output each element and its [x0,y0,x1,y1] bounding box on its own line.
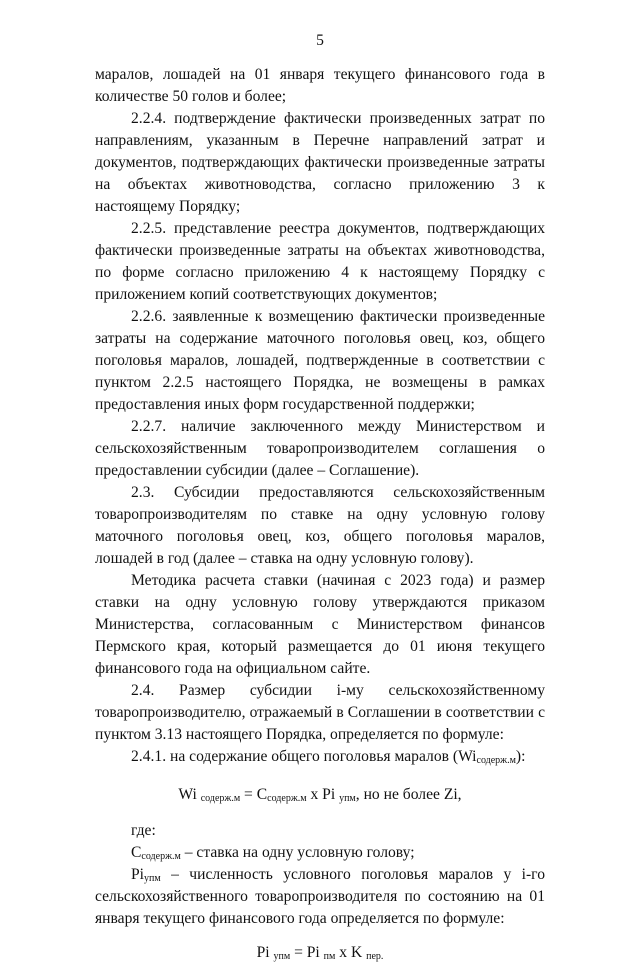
paragraph-2-2-7: 2.2.7. наличие заключенного между Министерством и сельскохозяйственным товаропроизводителем соглашения о предоставлении субсидии (далее – Соглашение). [95,418,545,479]
paragraph-methodology: Методика расчета ставки (начиная с 2023 года) и размер ставки на одну условную голову утверждаются приказом Министерства, согласованным с Министерством финансов Пермского края, который размещается до 01 июня текущего финансового года на официальном сайте. [95,572,545,677]
paragraph-2-3: 2.3. Субсидии предоставляются сельскохозяйственным товаропроизводителям по ставке на одну условную голову маточного поголовья овец, коз, общего поголовья маралов, лошадей в год (далее – ставка на одну условную голову). [95,484,545,567]
subscript: упм [273,951,291,962]
formula-part: = С [240,786,268,803]
subscript: пм [323,951,336,962]
subscript: упм [144,873,161,884]
page-number: 5 [316,32,324,49]
subscript: пер. [366,951,384,962]
subscript: содерж.м [200,793,241,804]
text-span: – ставка на одну условную голову; [180,844,415,861]
formula-part: x K [335,944,367,961]
text-span: ): [515,748,526,765]
definition-pi [95,864,545,930]
subscript: содерж.м [476,755,516,766]
paragraph-2-4: 2.4. Размер субсидии i-му сельскохозяйственному товаропроизводителю, отражаемый в Соглашении в соответствии с пунктом 3.13 настоящего Порядка, определяется по формуле: [95,682,545,743]
paragraph-2-2-6: 2.2.6. заявленные к возмещению фактически произведенные затраты на содержание маточного поголовья овец, коз, общего поголовья маралов, лошадей, подтвержденные в соответствии с пунктом 2.2.5 настоящего Порядка, не возмещены в рамках предоставления иных форм государственной поддержки; [95,308,545,413]
where-label: где: [131,822,156,839]
document-body [95,64,545,964]
symbol: С [131,844,142,861]
subscript: содерж.м [141,851,181,862]
text-span: 2.4.1. на содержание общего поголовья маралов (Wi [131,748,477,765]
definition-c [95,842,545,864]
paragraph-2-2-4: 2.2.4. подтверждение фактически произведенных затрат по направлениям, указанным в Перечне направлений затрат и документов, подтверждающих фактически произведенные затраты на объектах животноводства, согласно приложению 3 к настоящему Порядку; [95,110,545,215]
formula-part: Wi [178,786,201,803]
paragraph-continuation: маралов, лошадей на 01 января текущего финансового года в количестве 50 голов и более; [95,66,545,105]
formula-part: , но не более Zi, [355,786,462,803]
formula-pi [95,942,545,964]
formula-wi [95,784,545,806]
symbol: Pi [131,866,145,883]
subscript: упм [339,793,356,804]
subscript: содерж.м [267,793,307,804]
formula-part: = Pi [290,944,324,961]
text-span: – численность условного поголовья маралов у i-го сельскохозяйственного товаропроизводителя по состоянию на 01 января текущего финансового года определяется по формуле: [95,866,545,927]
paragraph-2-2-5: 2.2.5. представление реестра документов, подтверждающих фактически произведенные затраты на объектах животноводства, по форме согласно приложению 4 к настоящему Порядку с приложением копий соответствующих документов; [95,220,545,303]
formula-part: Pi [256,944,274,961]
formula-part: x Pi [306,786,340,803]
paragraph-2-4-1 [95,746,545,768]
